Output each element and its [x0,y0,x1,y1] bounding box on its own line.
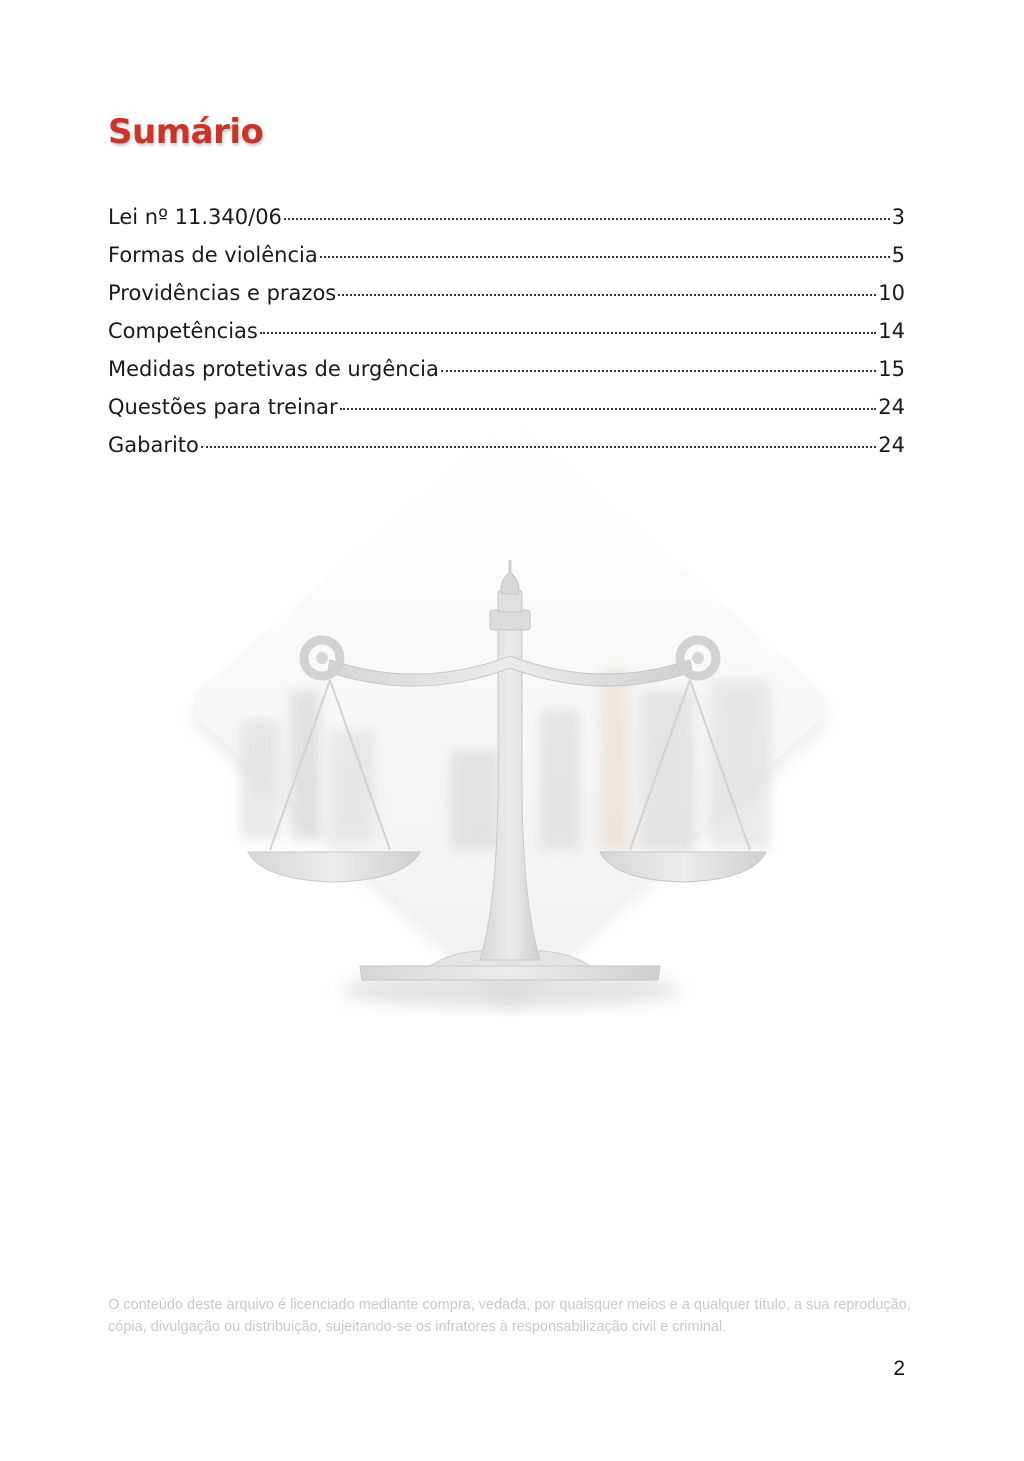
copyright-notice: O conteúdo deste arquivo é licenciado mediante compra, vedada, por quaisquer meios e a qualquer título, a sua reprodução, cópia, divulgação ou distribuição, sujeitando-se os infratores à responsabilização civil e criminal. [108,1297,911,1335]
toc-entry-label: Questões para treinar [108,395,338,419]
toc-dot-leader [441,369,876,372]
toc-entry[interactable] [108,426,905,464]
toc-dot-leader [338,293,876,296]
toc-entry-page: 24 [878,433,905,457]
toc-entry[interactable] [108,274,905,312]
toc-entry-label: Providências e prazos [108,281,337,305]
toc-entry[interactable] [108,312,905,350]
toc-dot-leader [201,445,876,448]
toc-entry-label: Lei nº 11.340/06 [108,205,282,229]
toc-entry-page: 15 [878,357,905,381]
toc-entry[interactable] [108,236,905,274]
toc-entry-page: 24 [878,395,905,419]
toc-entry-label: Medidas protetivas de urgência [108,357,439,381]
toc-entry[interactable] [108,388,905,426]
toc-entry-label: Formas de violência [108,243,318,267]
table-of-contents [108,198,905,464]
toc-entry-label: Competências [108,319,258,343]
toc-dot-leader [340,407,877,410]
toc-dot-leader [320,255,890,258]
toc-entry-page: 14 [878,319,905,343]
toc-dot-leader [284,217,890,220]
scales-of-justice-icon [180,360,840,1060]
toc-entry[interactable] [108,198,905,236]
toc-dot-leader [260,331,876,334]
page-number: 2 [893,1357,905,1380]
toc-entry-label: Gabarito [108,433,199,457]
toc-entry-page: 5 [891,243,905,267]
page-title: Sumário [108,112,264,152]
toc-entry-page: 10 [878,281,905,305]
toc-entry[interactable] [108,350,905,388]
toc-entry-page: 3 [891,205,905,229]
